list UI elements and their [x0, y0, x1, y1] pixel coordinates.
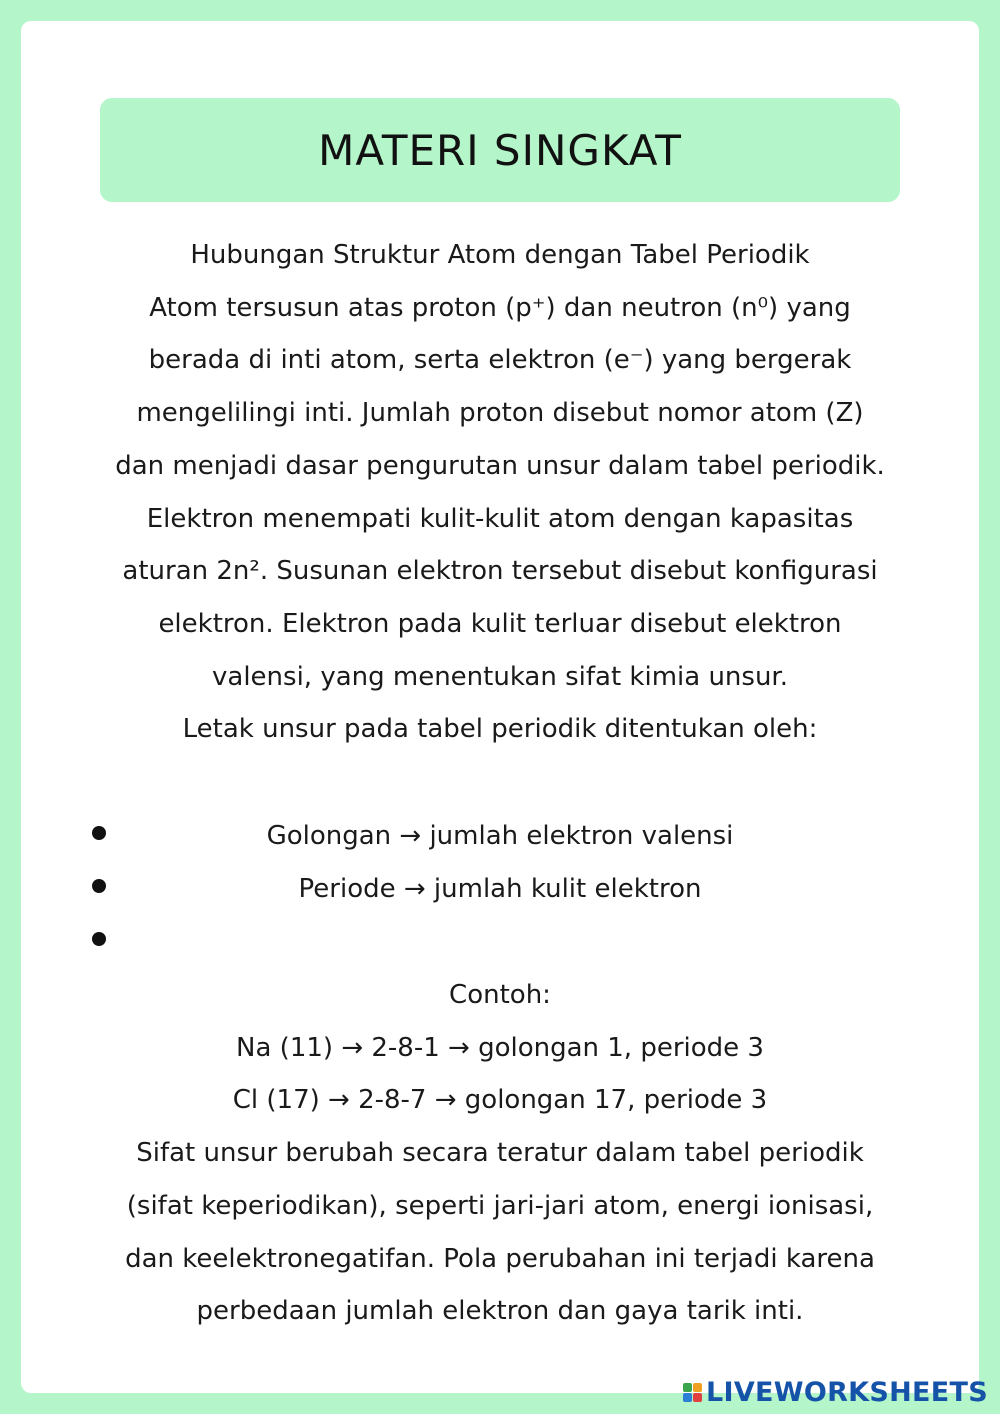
summary-line: dan keelektronegatifan. Pola perubahan ini terjadi karena	[125, 1243, 875, 1274]
bullet-text: Periode → jumlah kulit elektron	[298, 874, 702, 904]
summary-line: Sifat unsur berubah secara teratur dalam tabel periodik	[136, 1138, 864, 1169]
liveworksheets-logo-icon	[683, 1383, 702, 1402]
intro-paragraph	[40, 229, 960, 756]
title-banner	[100, 98, 900, 202]
brand-name: LIVEWORKSHEETS	[705, 1377, 988, 1408]
bullet-icon	[92, 932, 106, 946]
liveworksheets-brand[interactable]	[683, 1377, 988, 1408]
section-heading: Hubungan Struktur Atom dengan Tabel Periodik	[190, 240, 810, 270]
page-title: MATERI SINGKAT	[318, 125, 682, 175]
summary-line: perbedaan jumlah elektron dan gaya tarik inti.	[196, 1296, 804, 1327]
example-line: Cl (17) → 2-8-7 → golongan 17, periode 3	[232, 1085, 768, 1116]
intro-line: valensi, yang menentukan sifat kimia unsur.	[212, 661, 788, 692]
list-item	[0, 863, 1000, 916]
bullet-list	[0, 810, 1000, 969]
list-item	[0, 810, 1000, 863]
summary-line: (sifat keperiodikan), seperti jari-jari atom, energi ionisasi,	[126, 1190, 874, 1221]
intro-line: mengelilingi inti. Jumlah proton disebut nomor atom (Z)	[136, 398, 864, 429]
intro-line: aturan 2n². Susunan elektron tersebut disebut konfigurasi	[122, 556, 878, 587]
example-line: Na (11) → 2-8-1 → golongan 1, periode 3	[236, 1032, 764, 1063]
intro-line: Letak unsur pada tabel periodik ditentukan oleh:	[182, 714, 818, 745]
intro-line: elektron. Elektron pada kulit terluar disebut elektron	[158, 608, 842, 639]
intro-line: Atom tersusun atas proton (p⁺) dan neutron (n⁰) yang	[149, 292, 851, 323]
intro-line: berada di inti atom, serta elektron (e⁻) yang bergerak	[148, 345, 852, 376]
examples-paragraph	[40, 969, 960, 1338]
intro-line: Elektron menempati kulit-kulit atom dengan kapasitas	[146, 503, 854, 534]
example-heading: Contoh:	[449, 980, 551, 1010]
intro-line: dan menjadi dasar pengurutan unsur dalam tabel periodik.	[115, 450, 885, 481]
bullet-text: Golongan → jumlah elektron valensi	[266, 821, 734, 851]
list-item	[0, 916, 1000, 969]
